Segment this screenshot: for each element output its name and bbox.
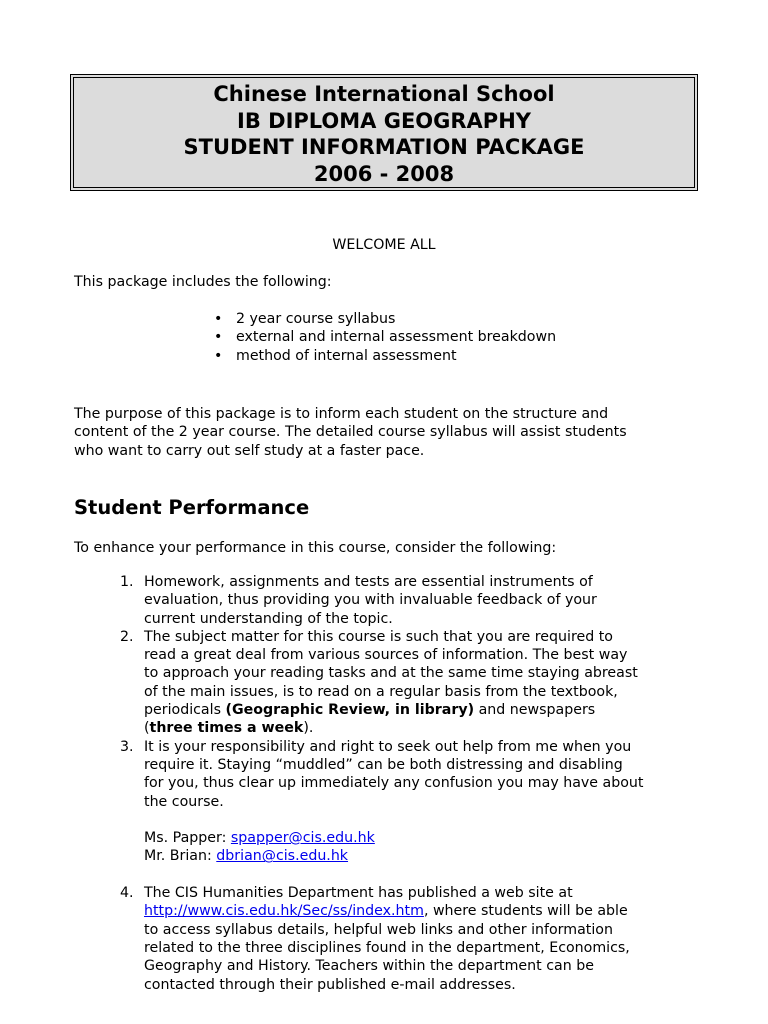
title-box	[70, 74, 698, 191]
text-line: of the main issues, is to read on a regular basis from the textbook,	[144, 683, 618, 700]
text-line: content of the 2 year course. The detailed course syllabus will assist students	[74, 424, 627, 441]
text-fragment: , where students will be able	[423, 903, 628, 920]
email-link-brian[interactable]: dbrian@cis.edu.hk	[216, 848, 349, 865]
contact-label: Ms. Papper:	[144, 830, 231, 847]
list-item	[74, 738, 714, 884]
text-line: who want to carry out self study at a faster pace.	[74, 442, 425, 459]
list-item: • method of internal assessment	[214, 347, 556, 365]
text-line: It is your responsibility and right to seek out help from me when you	[144, 738, 632, 755]
purpose-paragraph	[74, 405, 714, 460]
contact-block	[144, 829, 714, 866]
contact-line	[144, 829, 714, 847]
spacer	[144, 866, 714, 884]
item-number: 3.	[120, 738, 134, 755]
text-line: The subject matter for this course is such that you are required to	[144, 628, 613, 645]
contact-line	[144, 847, 714, 865]
text-line: The CIS Humanities Department has published a web site at	[144, 885, 573, 902]
item-number: 2.	[120, 628, 134, 645]
text-line: current understanding of the topic.	[144, 610, 393, 627]
text-fragment: and newspapers	[474, 702, 596, 719]
text-line: the course.	[144, 793, 224, 810]
text-fragment: periodicals	[144, 702, 226, 719]
text-line: to access syllabus details, helpful web links and other information	[144, 921, 613, 938]
welcome-text: WELCOME ALL	[332, 237, 436, 253]
school-name: Chinese International School	[213, 82, 555, 106]
section-heading: Student Performance	[74, 496, 310, 519]
contact-label: Mr. Brian:	[144, 848, 217, 865]
website-link[interactable]: http://www.cis.edu.hk/Sec/ss/index.htm	[144, 903, 424, 920]
text-fragment: ).	[303, 720, 314, 737]
text-line: read a great deal from various sources of information. The best way	[144, 647, 628, 664]
list-item: • 2 year course syllabus	[214, 310, 556, 328]
text-line	[144, 701, 714, 719]
text-line	[144, 902, 714, 920]
text-line: The purpose of this package is to inform each student on the structure and	[74, 406, 609, 422]
frequency-text: three times a week	[149, 720, 304, 737]
text-line: require it. Staying “muddled” can be both distressing and disabling	[144, 756, 623, 773]
item-number: 4.	[120, 885, 134, 902]
list-item: • external and internal assessment breakdown	[214, 328, 556, 346]
publication-name: (Geographic Review, in library)	[225, 702, 475, 719]
text-fragment: (	[144, 720, 150, 737]
text-line: to approach your reading tasks and at the same time staying abreast	[144, 665, 638, 682]
intro-text: This package includes the following:	[74, 274, 332, 290]
email-link-papper[interactable]: spapper@cis.edu.hk	[230, 830, 375, 847]
text-line: evaluation, thus providing you with invaluable feedback of your	[144, 592, 597, 609]
performance-list	[74, 573, 714, 994]
text-line	[144, 719, 714, 737]
text-line: Homework, assignments and tests are essential instruments of	[144, 574, 593, 590]
package-name: STUDENT INFORMATION PACKAGE	[183, 135, 585, 159]
text-line: contacted through their published e-mail addresses.	[144, 976, 516, 993]
text-line: related to the three disciplines found in the department, Economics,	[144, 939, 630, 956]
list-item	[74, 884, 714, 994]
performance-intro: To enhance your performance in this course, consider the following:	[74, 540, 557, 556]
program-name: IB DIPLOMA GEOGRAPHY	[237, 108, 531, 133]
list-item	[74, 573, 714, 628]
text-line: for you, thus clear up immediately any confusion you may have about	[144, 775, 644, 792]
list-item	[74, 628, 714, 738]
item-number: 1.	[120, 574, 134, 590]
package-contents-list	[214, 310, 556, 365]
text-line: Geography and History. Teachers within the department can be	[144, 958, 594, 975]
year-range: 2006 - 2008	[313, 161, 455, 186]
